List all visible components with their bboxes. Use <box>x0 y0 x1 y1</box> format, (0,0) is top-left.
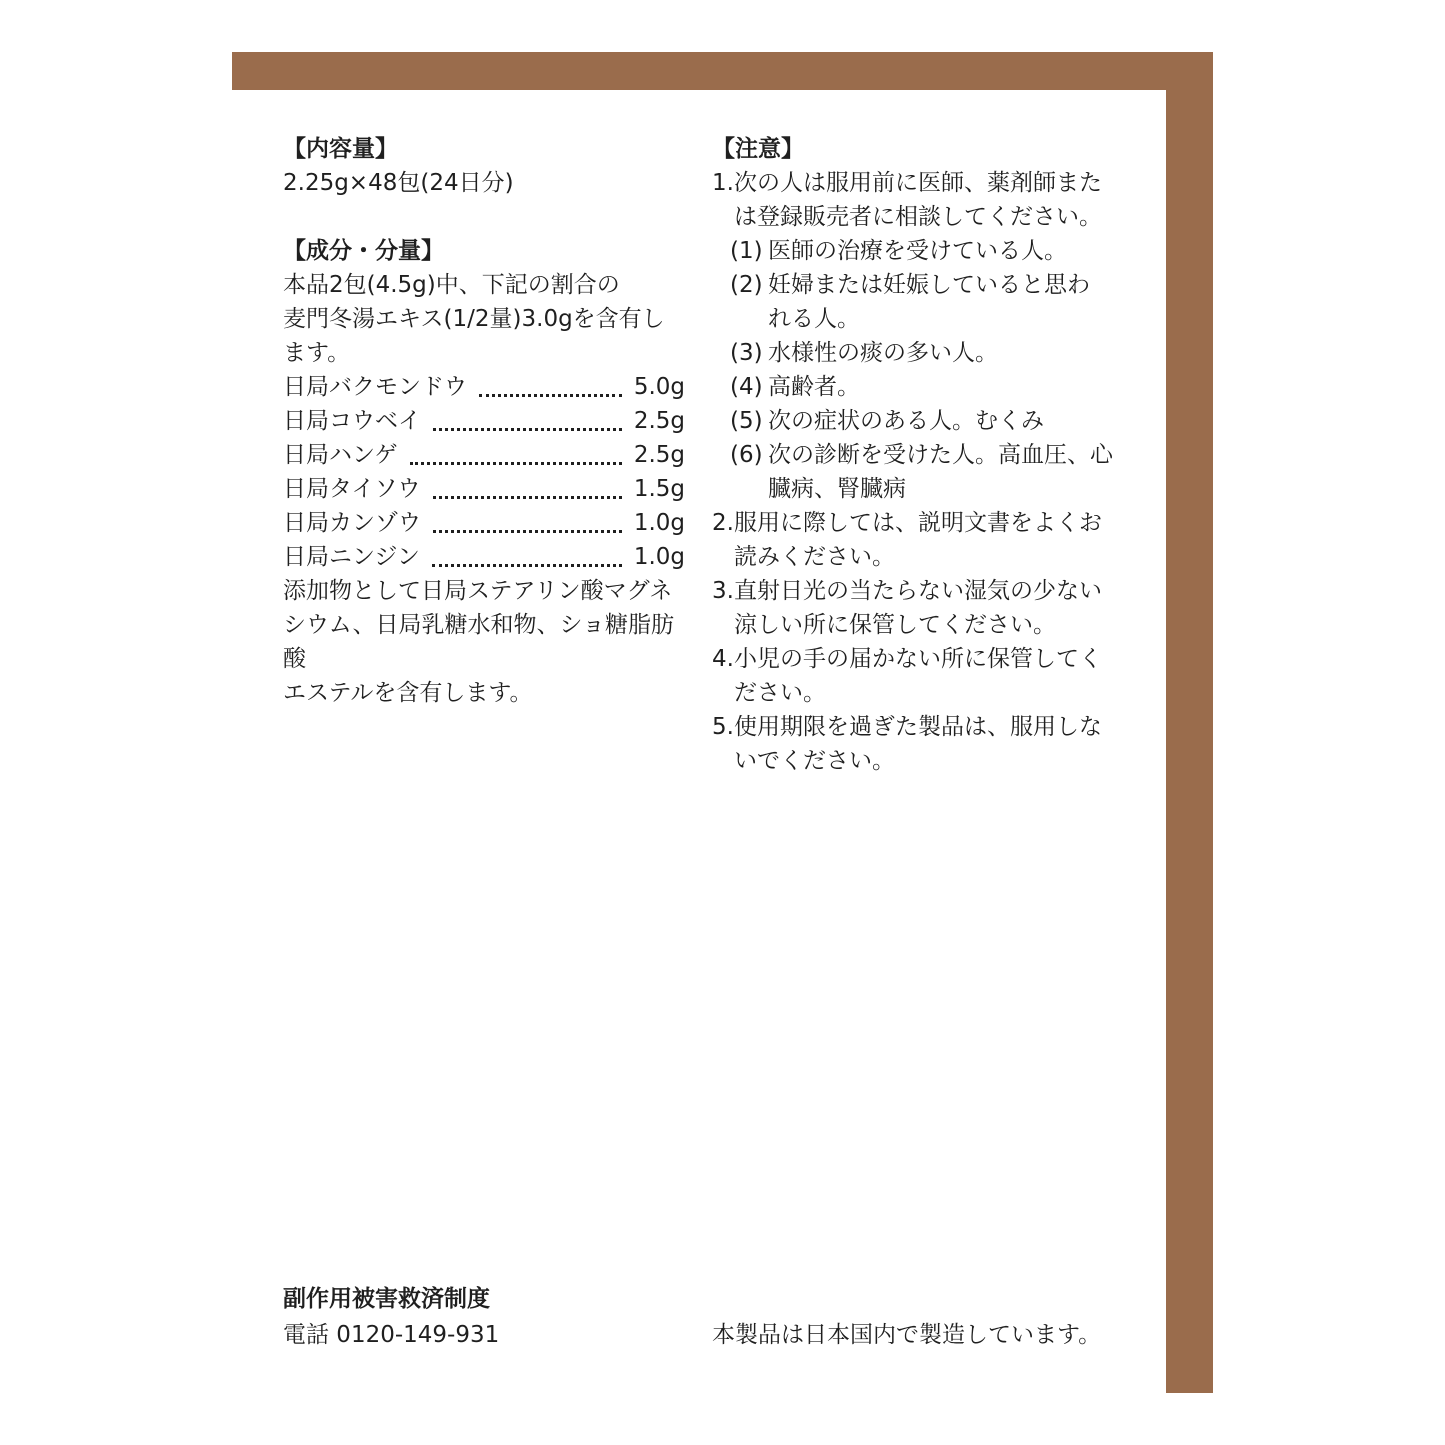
additives-line: シウム、日局乳糖水和物、ショ糖脂肪酸 <box>283 612 674 672</box>
caution-subitem <box>730 438 1132 506</box>
subitem-line: 水様性の痰の多い人。 <box>768 340 998 366</box>
leader-dots <box>433 496 622 499</box>
ingredient-name: 日局ハンゲ <box>283 442 398 468</box>
ingredient-amount: 1.0g <box>633 510 685 536</box>
subitem-number: (2) <box>730 272 763 298</box>
caution-item-line: 使用期限を過ぎた製品は、服用しな <box>733 714 1102 740</box>
right-column <box>712 132 1132 778</box>
additives-line: 添加物として日局ステアリン酸マグネ <box>283 578 673 604</box>
subitem-line: 妊婦または妊娠していると思わ <box>768 272 1090 298</box>
left-column <box>283 132 693 710</box>
caution-item-line: 読みください。 <box>733 544 895 570</box>
ingredient-amount: 2.5g <box>633 408 685 434</box>
caution-subitem <box>730 404 1132 438</box>
additives-text <box>283 574 693 710</box>
caution-item <box>712 642 1132 710</box>
composition-intro <box>283 268 693 370</box>
caution-item-line: 涼しい所に保管してください。 <box>733 612 1056 638</box>
subitem-line: 医師の治療を受けている人。 <box>768 238 1067 264</box>
leader-dots <box>410 462 622 465</box>
ingredient-amount: 1.0g <box>633 544 685 570</box>
caution-item-number: 4. <box>712 646 734 672</box>
ingredient-name: 日局カンゾウ <box>283 510 421 536</box>
ingredient-name: 日局バクモンドウ <box>283 374 467 400</box>
caution-subitem <box>730 336 1132 370</box>
made-in-japan-note: 本製品は日本国内で製造しています。 <box>712 1322 1102 1348</box>
caution-item <box>712 506 1132 574</box>
caution-item <box>712 166 1132 234</box>
caution-item-line: 小児の手の届かない所に保管してく <box>733 646 1102 672</box>
subitem-line: 次の症状のある人。むくみ <box>768 408 1044 434</box>
caution-subitem <box>730 268 1132 336</box>
composition-heading: 【成分・分量】 <box>283 238 444 264</box>
frame-top-band <box>232 52 1213 90</box>
caution-item <box>712 574 1132 642</box>
leader-dots <box>432 564 622 567</box>
caution-item-line: 次の人は服用前に医師、薬剤師また <box>733 170 1102 196</box>
caution-subitem <box>730 370 1132 404</box>
subitem-number: (6) <box>730 442 763 468</box>
ingredient-amount: 2.5g <box>633 442 685 468</box>
relief-system-info <box>283 1281 499 1353</box>
caution-heading: 【注意】 <box>712 136 804 162</box>
ingredient-row <box>283 506 685 540</box>
caution-item-number: 3. <box>712 578 734 604</box>
subitem-number: (3) <box>730 340 763 366</box>
ingredient-row <box>283 404 685 438</box>
subitem-line: 次の診断を受けた人。高血圧、心 <box>768 442 1113 468</box>
subitem-line: 臓病、腎臓病 <box>768 476 906 502</box>
ingredient-amount: 1.5g <box>633 476 685 502</box>
subitem-number: (5) <box>730 408 763 434</box>
additives-line: エステルを含有します。 <box>283 680 533 706</box>
relief-system-title: 副作用被害救済制度 <box>283 1286 490 1312</box>
caution-item-line: 直射日光の当たらない湿気の少ない <box>733 578 1102 604</box>
caution-item-line: いでください。 <box>733 748 895 774</box>
frame-right-band <box>1166 52 1213 1393</box>
leader-dots <box>433 428 622 431</box>
ingredient-row <box>283 472 685 506</box>
ingredient-row <box>283 540 685 574</box>
leader-dots <box>479 394 622 397</box>
caution-item-number: 5. <box>712 714 734 740</box>
ingredient-name: 日局タイソウ <box>283 476 421 502</box>
ingredient-list <box>283 370 693 574</box>
ingredient-row <box>283 370 685 404</box>
subitem-line: れる人。 <box>768 306 860 332</box>
composition-intro-line: ます。 <box>283 340 351 366</box>
composition-intro-line: 麦門冬湯エキス(1/2量)3.0gを含有し <box>283 306 665 332</box>
relief-phone: 電話 0120-149-931 <box>283 1322 500 1348</box>
ingredient-name: 日局ニンジン <box>283 544 420 570</box>
caution-item-line: 服用に際しては、説明文書をよくお <box>733 510 1102 536</box>
leader-dots <box>433 530 622 533</box>
caution-item <box>712 710 1132 778</box>
caution-item-number: 2. <box>712 510 734 536</box>
ingredient-row <box>283 438 685 472</box>
contents-value: 2.25g×48包(24日分) <box>283 170 514 196</box>
caution-item-line: ださい。 <box>733 680 826 706</box>
ingredient-amount: 5.0g <box>633 374 685 400</box>
subitem-number: (1) <box>730 238 763 264</box>
ingredient-name: 日局コウベイ <box>283 408 421 434</box>
caution-item-number: 1. <box>712 170 734 196</box>
contents-heading: 【内容量】 <box>283 136 398 162</box>
caution-subitem <box>730 234 1132 268</box>
subitem-number: (4) <box>730 374 763 400</box>
composition-intro-line: 本品2包(4.5g)中、下記の割合の <box>283 272 620 298</box>
caution-item-line: は登録販売者に相談してください。 <box>733 204 1102 230</box>
subitem-line: 高齢者。 <box>768 374 860 400</box>
